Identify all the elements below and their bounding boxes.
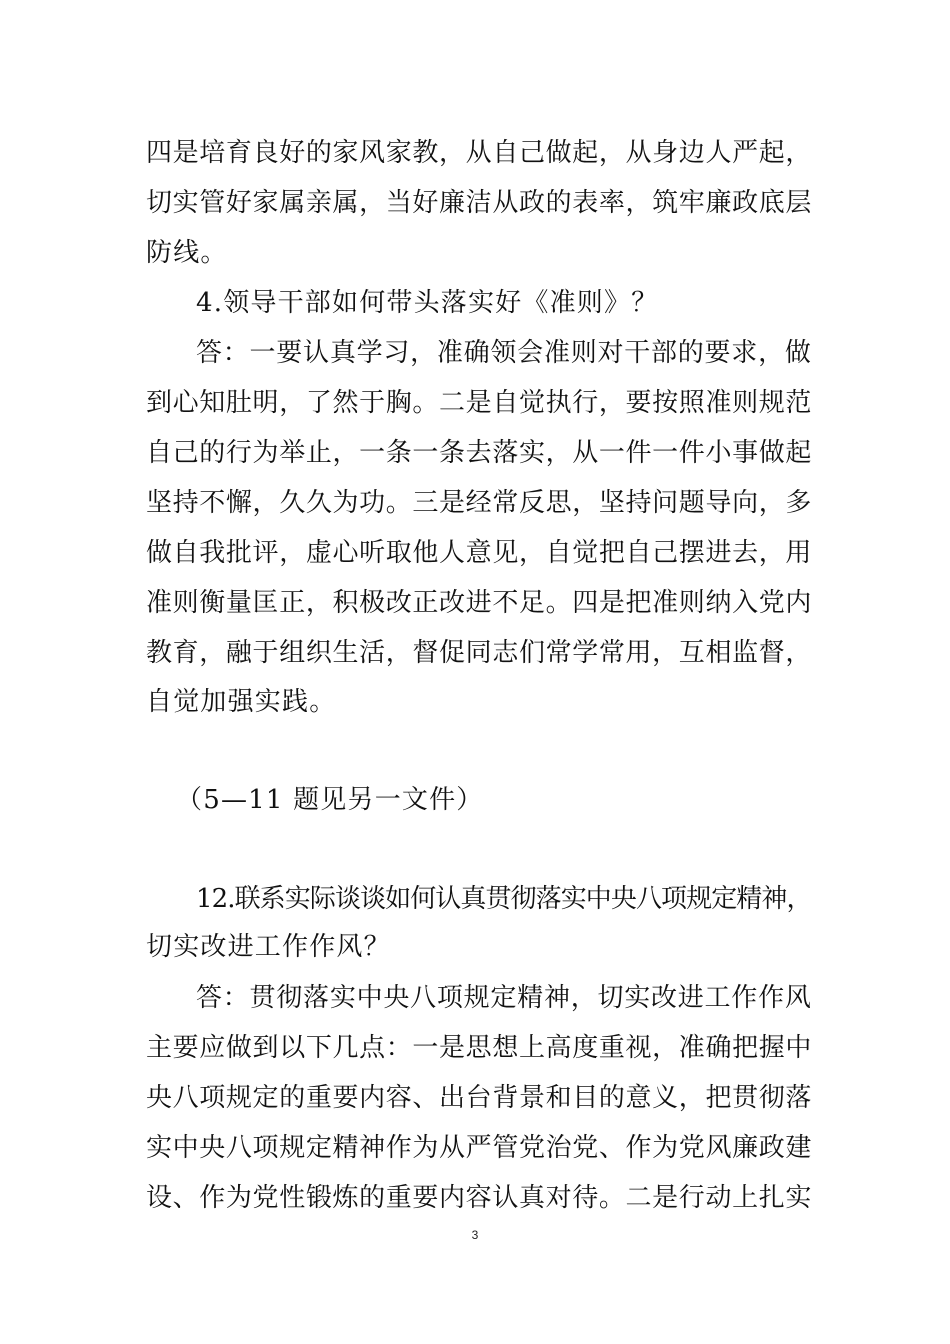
text-line: 设、作为党性锻炼的重要内容认真对待。二是行动上扎实 <box>146 1183 813 1213</box>
text-line: 主要应做到以下几点：一是思想上高度重视，准确把握中 <box>146 1033 813 1063</box>
text-line: 做自我批评，虚心听取他人意见，自觉把自己摆进去，用 <box>146 538 813 568</box>
text-line: 防线。 <box>146 238 228 268</box>
answer-line: 答：一要认真学习，准确领会准则对干部的要求，做 <box>196 338 812 368</box>
text-line: 到心知肚明，了然于胸。二是自觉执行，要按照准则规范 <box>146 388 813 418</box>
text-line: 四是培育良好的家风家教，从自己做起，从身边人严起， <box>146 138 813 168</box>
page-number: 3 <box>471 1228 479 1242</box>
text-line: 央八项规定的重要内容、出台背景和目的意义，把贯彻落 <box>146 1083 813 1113</box>
answer-line: 答：贯彻落实中央八项规定精神，切实改进工作作风 <box>196 983 812 1013</box>
text-line: 自己的行为举止，一条一条去落实，从一件一件小事做起 <box>146 438 813 468</box>
text-line: 切实改进工作作风？ <box>146 932 391 962</box>
cross-reference-note: （5—11 题见另一文件） <box>176 785 484 815</box>
text-line: 实中央八项规定精神作为从严管党治党、作为党风廉政建 <box>146 1133 813 1163</box>
text-line: 准则衡量匡正，积极改正改进不足。四是把准则纳入党内 <box>146 588 813 618</box>
text-line: 切实管好家属亲属，当好廉洁从政的表率，筑牢廉政底层 <box>146 188 813 218</box>
question-heading: 12.联系实际谈谈如何认真贯彻落实中央八项规定精神， <box>196 884 812 914</box>
question-heading: 4.领导干部如何带头落实好《准则》？ <box>196 288 659 318</box>
text-line: 坚持不懈，久久为功。三是经常反思，坚持问题导向，多 <box>146 488 813 518</box>
text-line: 教育，融于组织生活，督促同志们常学常用，互相监督， <box>146 638 813 668</box>
text-line: 自觉加强实践。 <box>146 687 337 717</box>
